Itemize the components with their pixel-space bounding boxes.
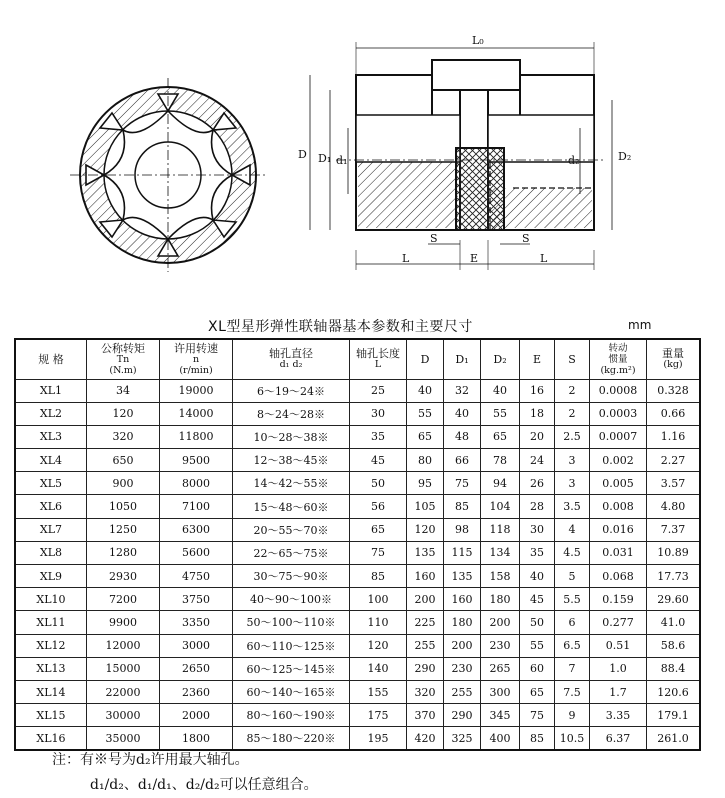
cell-d1: 200 xyxy=(444,634,481,657)
dim-E: E xyxy=(470,252,479,265)
cell-s: 2.5 xyxy=(555,425,590,448)
cell-tn: 22000 xyxy=(87,680,160,703)
cell-model: XL14 xyxy=(15,680,87,703)
table-header-row xyxy=(15,339,700,379)
cell-j: 0.0007 xyxy=(590,425,647,448)
cell-tn: 1280 xyxy=(87,541,160,564)
cell-l: 155 xyxy=(350,680,407,703)
cell-n: 5600 xyxy=(160,541,233,564)
cell-j: 1.0 xyxy=(590,657,647,680)
cell-bore: 22～65～75※ xyxy=(233,541,350,564)
cell-kg: 7.37 xyxy=(647,518,701,541)
unit-label: mm xyxy=(628,318,652,332)
cell-e: 20 xyxy=(520,425,555,448)
cell-s: 3.5 xyxy=(555,495,590,518)
header-speed: 许用转速 n (r/min) xyxy=(160,339,233,379)
table-row xyxy=(15,611,700,634)
cell-model: XL16 xyxy=(15,727,87,750)
cell-l: 85 xyxy=(350,565,407,588)
cell-j: 6.37 xyxy=(590,727,647,750)
table-title: XL型星形弹性联轴器基本参数和主要尺寸 xyxy=(208,319,473,335)
cell-kg: 29.60 xyxy=(647,588,701,611)
table-caption xyxy=(0,314,725,336)
cell-d: 255 xyxy=(407,634,444,657)
table-row xyxy=(15,449,700,472)
table-row xyxy=(15,680,700,703)
cell-l: 35 xyxy=(350,425,407,448)
cell-j: 0.016 xyxy=(590,518,647,541)
cell-j: 0.0008 xyxy=(590,379,647,402)
cell-d2: 300 xyxy=(481,680,520,703)
cell-n: 9500 xyxy=(160,449,233,472)
cell-l: 50 xyxy=(350,472,407,495)
cell-tn: 1250 xyxy=(87,518,160,541)
table-row xyxy=(15,541,700,564)
dim-d2: d₂ xyxy=(568,154,580,167)
cell-n: 1800 xyxy=(160,727,233,750)
cell-e: 30 xyxy=(520,518,555,541)
cell-n: 14000 xyxy=(160,402,233,425)
cell-d1: 160 xyxy=(444,588,481,611)
cell-l: 175 xyxy=(350,704,407,727)
cell-s: 7.5 xyxy=(555,680,590,703)
cell-model: XL8 xyxy=(15,541,87,564)
cell-d1: 325 xyxy=(444,727,481,750)
cell-l: 65 xyxy=(350,518,407,541)
cell-j: 0.0003 xyxy=(590,402,647,425)
cell-kg: 58.6 xyxy=(647,634,701,657)
header-D1: D₁ xyxy=(444,339,481,379)
cell-bore: 50～100～110※ xyxy=(233,611,350,634)
dim-D: D xyxy=(298,148,307,161)
cell-model: XL6 xyxy=(15,495,87,518)
cell-d2: 230 xyxy=(481,634,520,657)
cell-d: 120 xyxy=(407,518,444,541)
header-weight: 重量 (kg) xyxy=(647,339,701,379)
cell-bore: 80～160～190※ xyxy=(233,704,350,727)
cell-bore: 14～42～55※ xyxy=(233,472,350,495)
notes xyxy=(52,748,318,798)
cell-d2: 40 xyxy=(481,379,520,402)
cell-tn: 34 xyxy=(87,379,160,402)
cell-d2: 158 xyxy=(481,565,520,588)
dim-L-left: L xyxy=(402,252,410,265)
cell-model: XL15 xyxy=(15,704,87,727)
cell-bore: 8～24～28※ xyxy=(233,402,350,425)
cell-d1: 255 xyxy=(444,680,481,703)
cell-d1: 98 xyxy=(444,518,481,541)
cell-bore: 15～48～60※ xyxy=(233,495,350,518)
cell-model: XL9 xyxy=(15,565,87,588)
cell-e: 75 xyxy=(520,704,555,727)
cell-kg: 0.66 xyxy=(647,402,701,425)
cell-j: 0.277 xyxy=(590,611,647,634)
cell-d1: 230 xyxy=(444,657,481,680)
cell-j: 0.51 xyxy=(590,634,647,657)
header-E: E xyxy=(520,339,555,379)
cell-e: 18 xyxy=(520,402,555,425)
cell-model: XL10 xyxy=(15,588,87,611)
cell-e: 35 xyxy=(520,541,555,564)
cell-model: XL7 xyxy=(15,518,87,541)
table-row xyxy=(15,379,700,402)
cell-tn: 2930 xyxy=(87,565,160,588)
dim-d1: d₁ xyxy=(336,154,348,167)
header-torque: 公称转矩 Tn (N.m) xyxy=(87,339,160,379)
cell-bore: 20～55～70※ xyxy=(233,518,350,541)
cell-d: 135 xyxy=(407,541,444,564)
cell-model: XL4 xyxy=(15,449,87,472)
cell-d1: 135 xyxy=(444,565,481,588)
cell-l: 56 xyxy=(350,495,407,518)
cell-l: 100 xyxy=(350,588,407,611)
cell-j: 0.068 xyxy=(590,565,647,588)
cell-l: 110 xyxy=(350,611,407,634)
cell-d1: 115 xyxy=(444,541,481,564)
cell-e: 24 xyxy=(520,449,555,472)
cell-s: 10.5 xyxy=(555,727,590,750)
cell-kg: 3.57 xyxy=(647,472,701,495)
cell-kg: 10.89 xyxy=(647,541,701,564)
cell-e: 16 xyxy=(520,379,555,402)
cell-d: 370 xyxy=(407,704,444,727)
header-D: D xyxy=(407,339,444,379)
cell-j: 0.002 xyxy=(590,449,647,472)
section-view xyxy=(310,42,612,270)
table-row xyxy=(15,472,700,495)
cell-d1: 85 xyxy=(444,495,481,518)
cell-n: 4750 xyxy=(160,565,233,588)
cell-tn: 9900 xyxy=(87,611,160,634)
cell-l: 195 xyxy=(350,727,407,750)
cell-s: 5 xyxy=(555,565,590,588)
table-row xyxy=(15,565,700,588)
cell-model: XL11 xyxy=(15,611,87,634)
table-row xyxy=(15,657,700,680)
cell-kg: 88.4 xyxy=(647,657,701,680)
cell-s: 3 xyxy=(555,472,590,495)
cell-kg: 1.16 xyxy=(647,425,701,448)
cell-l: 120 xyxy=(350,634,407,657)
cell-bore: 6～19～24※ xyxy=(233,379,350,402)
cell-d: 80 xyxy=(407,449,444,472)
cell-bore: 60～125～145※ xyxy=(233,657,350,680)
cell-d2: 55 xyxy=(481,402,520,425)
cell-n: 6300 xyxy=(160,518,233,541)
cell-tn: 35000 xyxy=(87,727,160,750)
cell-e: 65 xyxy=(520,680,555,703)
cell-bore: 12～38～45※ xyxy=(233,449,350,472)
dim-l0: L₀ xyxy=(472,34,484,47)
cell-d2: 200 xyxy=(481,611,520,634)
cell-d2: 400 xyxy=(481,727,520,750)
cell-bore: 10～28～38※ xyxy=(233,425,350,448)
header-length: 轴孔长度 L xyxy=(350,339,407,379)
cell-kg: 179.1 xyxy=(647,704,701,727)
cell-s: 4.5 xyxy=(555,541,590,564)
cell-d2: 94 xyxy=(481,472,520,495)
header-S: S xyxy=(555,339,590,379)
cell-d2: 265 xyxy=(481,657,520,680)
cell-kg: 120.6 xyxy=(647,680,701,703)
cell-bore: 60～110～125※ xyxy=(233,634,350,657)
cell-s: 2 xyxy=(555,379,590,402)
cell-tn: 320 xyxy=(87,425,160,448)
cell-d1: 48 xyxy=(444,425,481,448)
cell-e: 85 xyxy=(520,727,555,750)
cell-kg: 4.80 xyxy=(647,495,701,518)
dim-D1: D₁ xyxy=(318,152,332,165)
table-row xyxy=(15,495,700,518)
cell-s: 6 xyxy=(555,611,590,634)
cell-d1: 32 xyxy=(444,379,481,402)
cell-model: XL2 xyxy=(15,402,87,425)
cell-n: 2650 xyxy=(160,657,233,680)
cell-d2: 65 xyxy=(481,425,520,448)
cell-l: 30 xyxy=(350,402,407,425)
cell-s: 3 xyxy=(555,449,590,472)
cell-n: 7100 xyxy=(160,495,233,518)
cell-d1: 290 xyxy=(444,704,481,727)
cell-n: 3000 xyxy=(160,634,233,657)
note-line-2: d₁/d₂、d₁/d₁、d₂/d₂可以任意组合。 xyxy=(90,777,318,793)
cell-d2: 104 xyxy=(481,495,520,518)
cell-j: 0.031 xyxy=(590,541,647,564)
cell-j: 1.7 xyxy=(590,680,647,703)
cell-d2: 134 xyxy=(481,541,520,564)
table-row xyxy=(15,704,700,727)
dim-L-right: L xyxy=(540,252,548,265)
cell-s: 9 xyxy=(555,704,590,727)
table-row xyxy=(15,727,700,750)
cell-kg: 41.0 xyxy=(647,611,701,634)
cell-tn: 12000 xyxy=(87,634,160,657)
cell-d1: 40 xyxy=(444,402,481,425)
cell-model: XL12 xyxy=(15,634,87,657)
cell-d: 225 xyxy=(407,611,444,634)
cell-s: 5.5 xyxy=(555,588,590,611)
cell-j: 3.35 xyxy=(590,704,647,727)
table-row xyxy=(15,425,700,448)
header-inertia: 转动 惯量 (kg.m²) xyxy=(590,339,647,379)
dim-S-right: S xyxy=(522,232,530,245)
cell-j: 0.159 xyxy=(590,588,647,611)
cell-s: 2 xyxy=(555,402,590,425)
cell-e: 26 xyxy=(520,472,555,495)
cell-model: XL5 xyxy=(15,472,87,495)
cell-s: 6.5 xyxy=(555,634,590,657)
dim-S-left: S xyxy=(430,232,438,245)
cell-e: 40 xyxy=(520,565,555,588)
cell-n: 3350 xyxy=(160,611,233,634)
cell-kg: 2.27 xyxy=(647,449,701,472)
cell-d1: 66 xyxy=(444,449,481,472)
table-row xyxy=(15,588,700,611)
cell-j: 0.005 xyxy=(590,472,647,495)
cell-bore: 85～180～220※ xyxy=(233,727,350,750)
cell-bore: 40～90～100※ xyxy=(233,588,350,611)
cell-n: 3750 xyxy=(160,588,233,611)
dim-D2: D₂ xyxy=(618,150,632,163)
cell-model: XL13 xyxy=(15,657,87,680)
cell-tn: 30000 xyxy=(87,704,160,727)
cell-e: 60 xyxy=(520,657,555,680)
coupling-drawing xyxy=(0,0,725,300)
cell-d: 290 xyxy=(407,657,444,680)
cell-e: 28 xyxy=(520,495,555,518)
cell-l: 140 xyxy=(350,657,407,680)
cell-l: 75 xyxy=(350,541,407,564)
cell-n: 8000 xyxy=(160,472,233,495)
cell-d2: 118 xyxy=(481,518,520,541)
cell-l: 45 xyxy=(350,449,407,472)
cell-d1: 180 xyxy=(444,611,481,634)
cell-s: 4 xyxy=(555,518,590,541)
cell-e: 45 xyxy=(520,588,555,611)
table-row xyxy=(15,518,700,541)
cell-d1: 75 xyxy=(444,472,481,495)
cell-d: 160 xyxy=(407,565,444,588)
cell-d: 55 xyxy=(407,402,444,425)
cell-s: 7 xyxy=(555,657,590,680)
cell-tn: 7200 xyxy=(87,588,160,611)
cell-kg: 17.73 xyxy=(647,565,701,588)
header-model: 规 格 xyxy=(15,339,87,379)
cell-d2: 345 xyxy=(481,704,520,727)
cell-tn: 650 xyxy=(87,449,160,472)
table-row xyxy=(15,634,700,657)
cell-e: 55 xyxy=(520,634,555,657)
cell-l: 25 xyxy=(350,379,407,402)
cell-d: 65 xyxy=(407,425,444,448)
cell-n: 11800 xyxy=(160,425,233,448)
cell-n: 19000 xyxy=(160,379,233,402)
cell-d: 200 xyxy=(407,588,444,611)
cell-bore: 60～140～165※ xyxy=(233,680,350,703)
cell-tn: 900 xyxy=(87,472,160,495)
cell-d: 105 xyxy=(407,495,444,518)
cell-d: 40 xyxy=(407,379,444,402)
cell-d2: 78 xyxy=(481,449,520,472)
cell-d: 95 xyxy=(407,472,444,495)
cell-d: 420 xyxy=(407,727,444,750)
cell-tn: 15000 xyxy=(87,657,160,680)
cell-e: 50 xyxy=(520,611,555,634)
cell-model: XL3 xyxy=(15,425,87,448)
cell-tn: 1050 xyxy=(87,495,160,518)
cell-n: 2000 xyxy=(160,704,233,727)
cell-d2: 180 xyxy=(481,588,520,611)
note-line-1: 注：有※号为d₂许用最大轴孔。 xyxy=(52,752,249,768)
cell-model: XL1 xyxy=(15,379,87,402)
header-bore: 轴孔直径 d₁ d₂ xyxy=(233,339,350,379)
cell-bore: 30～75～90※ xyxy=(233,565,350,588)
cell-kg: 0.328 xyxy=(647,379,701,402)
cell-tn: 120 xyxy=(87,402,160,425)
parameter-table xyxy=(14,338,701,751)
cell-kg: 261.0 xyxy=(647,727,701,750)
end-view xyxy=(70,78,266,272)
cell-n: 2360 xyxy=(160,680,233,703)
header-D2: D₂ xyxy=(481,339,520,379)
cell-j: 0.008 xyxy=(590,495,647,518)
cell-d: 320 xyxy=(407,680,444,703)
table-row xyxy=(15,402,700,425)
